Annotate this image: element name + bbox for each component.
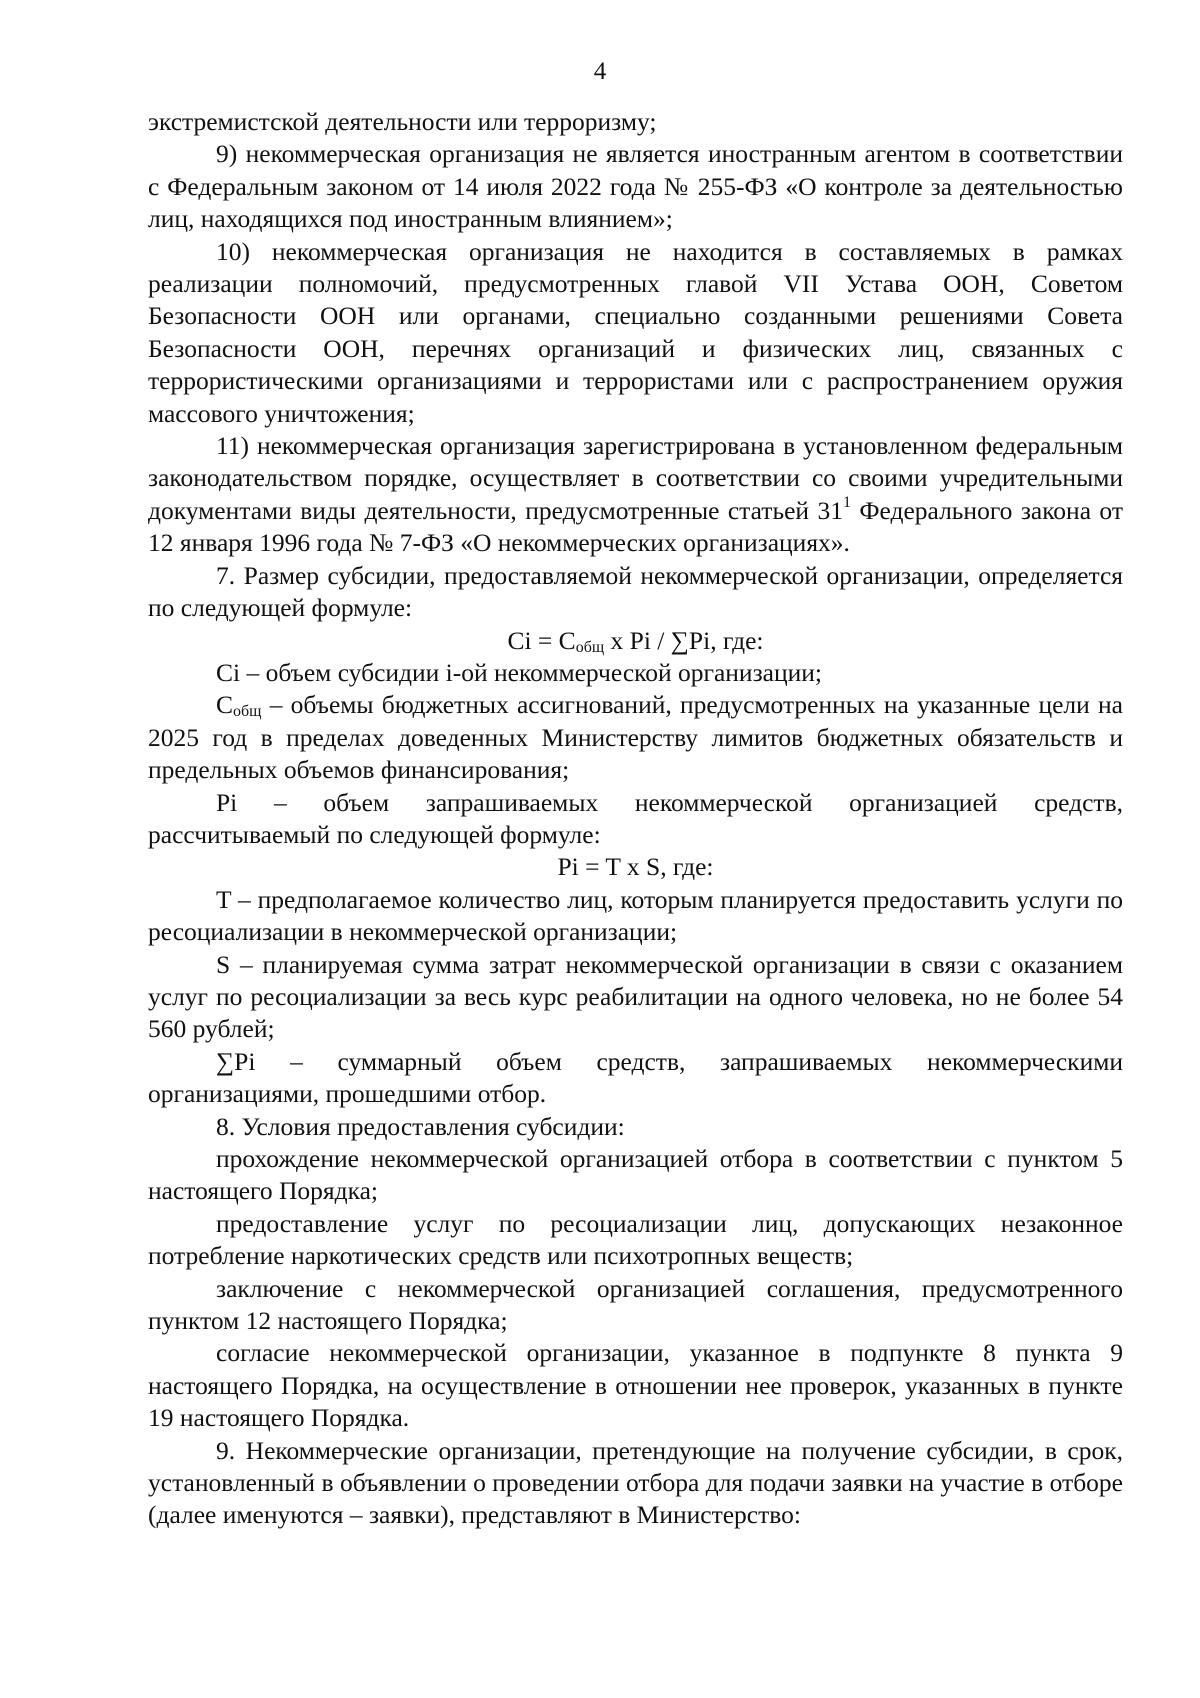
paragraph-9-applications: 9. Некоммерческие организации, претендующие на получение субсидии, в срок, установленный в объявлении о проведении отбора для подачи заявки на участие в отборе (далее именуются – заявки), представляют в Министерство:: [148, 1435, 1123, 1530]
formula-pi: Pi = T x S, где:: [557, 852, 714, 882]
definition-pi: Pi – объем запрашиваемых некоммерческой организацией средств, рассчитываемый по следующей формуле:: [148, 787, 1123, 849]
formula-ci: [148, 625, 1123, 657]
definition-c-total-text-a: C: [216, 690, 234, 720]
formula-ci-subscript: общ: [575, 638, 605, 656]
definition-t: T – предполагаемое количество лиц, которым планируется предоставить услуги по ресоциализации в некоммерческой организации;: [148, 884, 1123, 947]
paragraph-item-11-text-a: 11) некоммерческая организация зарегистрирована в установленном федеральным законодательством порядке, осуществляет в соответствии со своими учредительными документами виды деятельности, предусмотренные статьей 31: [148, 431, 1123, 525]
definition-s: S – планируемая сумма затрат некоммерческой организации в связи с оказанием услуг по ресоциализации за весь курс реабилитации на одного человека, но не более 54 560 рублей;: [148, 949, 1123, 1044]
paragraph-item-11-text-b: Федерального закона от 12 января 1996 года № 7-ФЗ «О некоммерческих организациях».: [148, 495, 1123, 558]
paragraph-8-conditions: 8. Условия предоставления субсидии:: [216, 1111, 625, 1141]
paragraph-7-subsidy-size: 7. Размер субсидии, предоставляемой некоммерческой организации, определяется по следующей формуле:: [148, 560, 1123, 623]
definition-ci: Ci – объем субсидии i-ой некоммерческой организации;: [216, 657, 822, 687]
condition-services: предоставление услуг по ресоциализации лиц, допускающих незаконное потребление наркотических средств или психотропных веществ;: [148, 1208, 1123, 1271]
definition-c-total-subscript: общ: [233, 703, 262, 721]
paragraph-continuation: экстремистской деятельности или терроризму;: [148, 107, 657, 136]
formula-ci-text-b: x Pi / ∑Pi, где:: [604, 625, 764, 655]
condition-consent: согласие некоммерческой организации, указанное в подпункте 8 пункта 9 настоящего Порядка, на осуществление в отношении нее проверок, указанных в пункте 19 настоящего Порядка.: [148, 1338, 1123, 1433]
formula-ci-text-a: Ci = C: [507, 625, 576, 655]
definition-c-total: [148, 689, 1123, 786]
article-superscript: 1: [842, 493, 851, 511]
definition-c-total-text-b: – объемы бюджетных ассигнований, предусмотренных на указанные цели на 2025 год в пределах доведенных Министерству лимитов бюджетных обязательств и предельных объемов финансирования;: [148, 690, 1123, 785]
document-body: [148, 106, 1123, 1532]
paragraph-item-11: [148, 430, 1123, 560]
page-number: 4: [593, 58, 607, 85]
definition-sum-pi: ∑Pi – суммарный объем средств, запрашиваемых некоммерческими организациями, прошедшими отбор.: [148, 1046, 1123, 1109]
paragraph-item-10: 10) некоммерческая организация не находится в составляемых в рамках реализации полномочий, предусмотренных главой VII Устава ООН, Советом Безопасности ООН или органами, специально созданными решениями Совета Безопасности ООН, перечнях организаций и физических лиц, связанных с террористическими организациями и террористами или с распространением оружия массового уничтожения;: [148, 236, 1123, 428]
condition-agreement: заключение с некоммерческой организацией соглашения, предусмотренного пунктом 12 настоящего Порядка;: [148, 1273, 1123, 1336]
condition-selection: прохождение некоммерческой организацией отбора в соответствии с пунктом 5 настоящего Порядка;: [148, 1144, 1123, 1206]
paragraph-item-9: 9) некоммерческая организация не является иностранным агентом в соответствии с Федеральным законом от 14 июля 2022 года № 255-ФЗ «О контроле за деятельностью лиц, находящихся под иностранным влиянием»;: [148, 139, 1123, 234]
